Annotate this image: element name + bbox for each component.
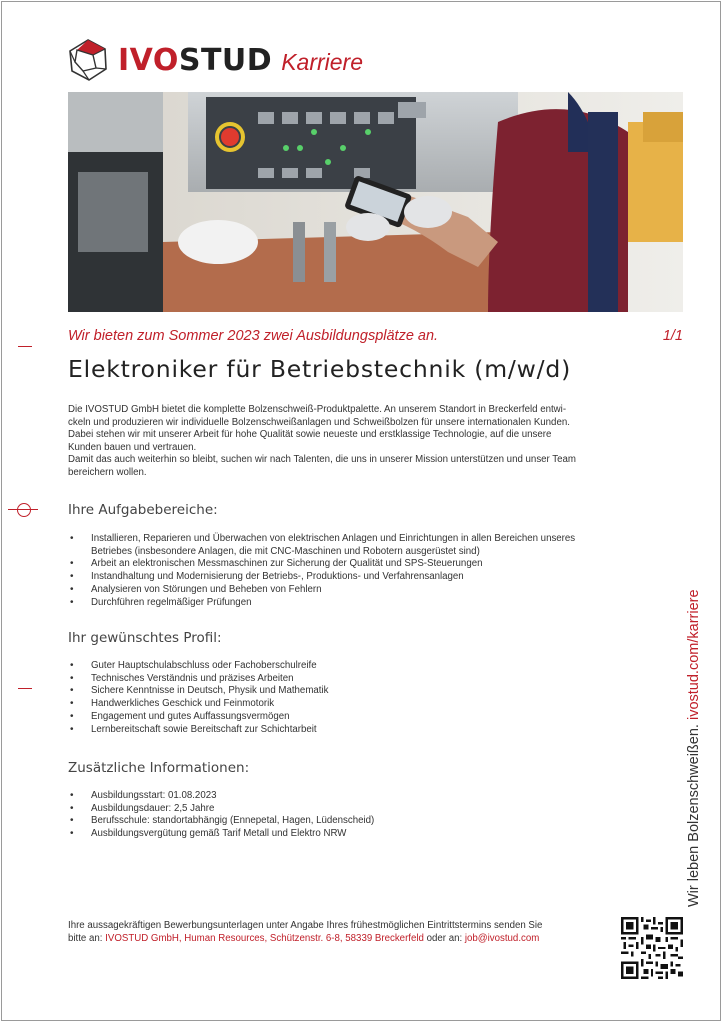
qr-code-icon[interactable] bbox=[621, 917, 683, 979]
footer-line-1: Ihre aussagekräftigen Bewerbungsunterlagen unter Angabe Ihres frühestmöglichen Eintrittstermins senden Sie bbox=[68, 920, 543, 931]
logo-wordmark-dark: STUD bbox=[178, 42, 273, 78]
ivostud-logo[interactable] bbox=[66, 38, 363, 82]
job-title: Elektroniker für Betriebstechnik (m/w/d) bbox=[68, 355, 572, 383]
fold-mark-bottom bbox=[18, 688, 32, 689]
list-item: • Arbeit an elektronischen Messmaschinen zur Sicherung der Qualität und SPS-Steuerungen bbox=[68, 558, 588, 571]
fold-mark-top bbox=[18, 346, 32, 347]
list-item: • Ausbildungsvergütung gemäß Tarif Metall und Elektro NRW bbox=[68, 828, 608, 841]
footer-address: IVOSTUD GmbH, Human Resources, Schützenstr. 6-8, 58339 Breckerfeld bbox=[105, 933, 424, 944]
tagline-row bbox=[68, 328, 683, 344]
footer-email-link[interactable]: job@ivostud.com bbox=[464, 933, 540, 944]
profile-list bbox=[68, 660, 608, 736]
intro-line: Die IVOSTUD GmbH bietet die komplette Bolzenschweiß-Produktpalette. An unserem Standort in Breckerfeld entwi- bbox=[68, 404, 567, 415]
list-item: • Analysieren von Störungen und Beheben von Fehlern bbox=[68, 584, 588, 597]
list-item: • Technisches Verständnis und präzises Arbeiten bbox=[68, 673, 608, 686]
list-item: • Ausbildungsdauer: 2,5 Jahre bbox=[68, 803, 608, 816]
footer-prefix: bitte an: bbox=[68, 933, 106, 944]
side-slogan-text: Wir leben Bolzenschweißen. bbox=[686, 720, 702, 907]
intro-line: Kunden bauen und vertrauen. bbox=[68, 441, 197, 453]
logo-wordmark bbox=[118, 43, 272, 78]
ivostud-hexagon-logo-icon bbox=[66, 38, 110, 82]
list-item: • Guter Hauptschulabschluss oder Fachoberschulreife bbox=[68, 660, 608, 673]
logo-wordmark-red: IVO bbox=[118, 42, 179, 78]
list-item: • Berufsschule: standortabhängig (Ennepetal, Hagen, Lüdenscheid) bbox=[68, 815, 608, 828]
info-list bbox=[68, 790, 608, 841]
intro-line: Dabei stehen wir mit unserer Arbeit für hohe Qualität sowie neueste und erstklassige Technologie, auf die unsere bbox=[68, 429, 552, 441]
list-item: • Ausbildungsstart: 01.08.2023 bbox=[68, 790, 608, 803]
page-number: 1/1 bbox=[662, 328, 683, 344]
list-item: • Durchführen regelmäßiger Prüfungen bbox=[68, 597, 588, 610]
footer-middle: oder an: bbox=[423, 933, 465, 944]
side-slogan bbox=[686, 589, 702, 907]
tagline-text: Wir bieten zum Sommer 2023 zwei Ausbildungsplätze an. bbox=[68, 328, 439, 344]
intro-line: Damit das auch weiterhin so bleibt, suchen wir nach Talenten, die uns in unserer Mission unterstützen und unser Team bbox=[68, 454, 576, 466]
list-item: • Installieren, Reparieren und Überwachen von elektrischen Anlagen und Einrichtungen in allen Bereichen unseres Betriebes (insbesondere Anlagen, die mit CNC-Maschinen und Robotern ausgerüstet sind) bbox=[68, 533, 588, 558]
intro-line: ckeln und produzieren wir individuelle Bolzenschweißanlagen und Schweißbolzen für unsere internationalen Kunden. bbox=[68, 416, 570, 428]
tasks-heading: Ihre Aufgabebereiche: bbox=[68, 502, 218, 518]
tasks-list bbox=[68, 533, 588, 609]
list-item: • Instandhaltung und Modernisierung der Betriebs-, Produktions- und Verfahrensanlagen bbox=[68, 571, 588, 584]
list-item: • Lernbereitschaft sowie Bereitschaft zur Schichtarbeit bbox=[68, 724, 608, 737]
profile-heading: Ihr gewünschtes Profil: bbox=[68, 630, 222, 646]
side-url-link[interactable]: ivostud.com/karriere bbox=[686, 589, 702, 721]
list-item: • Engagement und gutes Auffassungsvermögen bbox=[68, 711, 608, 724]
hero-photo bbox=[68, 92, 683, 312]
logo-karriere: Karriere bbox=[281, 48, 364, 75]
intro-paragraph bbox=[68, 404, 613, 480]
list-item: • Sichere Kenntnisse in Deutsch, Physik und Mathematik bbox=[68, 685, 608, 698]
punch-mark-circle bbox=[17, 503, 31, 517]
application-footer bbox=[68, 919, 598, 945]
list-item: • Handwerkliches Geschick und Feinmotorik bbox=[68, 698, 608, 711]
intro-line: bereichern wollen. bbox=[68, 466, 147, 478]
technician-machine-image bbox=[68, 92, 683, 312]
info-heading: Zusätzliche Informationen: bbox=[68, 760, 250, 776]
